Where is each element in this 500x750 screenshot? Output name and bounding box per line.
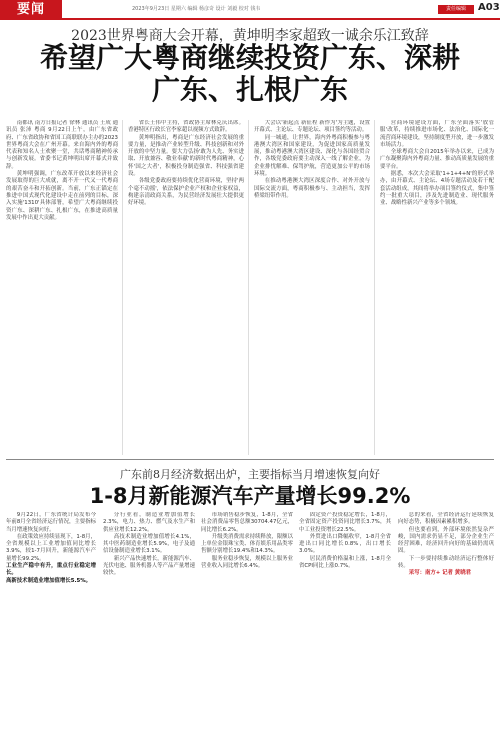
paragraph: 据悉，本次大会采取'1+1+4+N'的形式举办，由开幕式、主论坛、4场专题活动及若干配套活动组成，其间将举办项目签约仪式，集中签约一批重大项目，涉及先进制造业、现代服务业、战略性新兴产业等多个领域。 bbox=[380, 171, 494, 207]
second-column-1 bbox=[6, 512, 96, 747]
paragraph: 在政策效应持续显现下，1-8月，全省规模以上工业增加值同比增长3.9%，较1-7月回升，新能源汽车产量增长99.2%。 bbox=[6, 533, 96, 562]
reporter-credit: 采写：南方+ 记者 黄晓君 bbox=[408, 570, 471, 577]
page-number: A03 bbox=[478, 2, 500, 13]
editor-badge: 责任编辑 bbox=[438, 5, 474, 14]
lead-column-1 bbox=[6, 120, 118, 455]
paragraph: 居民消费价格温和上涨，1-8月全省CPI同比上涨0.7%。 bbox=[299, 555, 391, 570]
paragraph: 南都讯 南方日报记者 徐林 通讯员 王成 通讯员 张沛 粤商 9月22日上午，由广东省政府、广东省政协和省国工商联联办主办的2023世界粤商大会在广州开幕。来自海内外的粤商代表和知名人士欢聚一堂，共话粤商精神传承与创新发展。省委书记黄坤明出席开幕式并致辞。 bbox=[6, 120, 118, 170]
paragraph: 大会以'新起点 新征程 新作为'为主题，设置开幕式、主论坛、专题论坛、项目签约等活动。 bbox=[254, 120, 370, 134]
paragraph: 固定资产投资稳定增长，1-8月，全省固定资产投资同比增长3.7%，其中工业投资增长22.5%。 bbox=[299, 512, 391, 533]
column-rule bbox=[122, 120, 123, 455]
paragraph: 服务业稳步恢复，规模以上服务业营业收入同比增长6.4%。 bbox=[201, 555, 293, 570]
paragraph: 总的来看，全省经济运行延续恢复向好态势，积极因素累积增多。 bbox=[398, 512, 494, 526]
paragraph: 各级党委政府要持续优化营商环境，坚持'两个毫不动摇'，依法保护企业产权和企业家权益，构建亲清政商关系，为民营经济发展壮大提供更好环境。 bbox=[128, 178, 244, 207]
paragraph: 在推动粤港澳大湾区深度合作、对外开放与国际交流方面，粤商积极参与、主动担当，发挥桥梁纽带作用。 bbox=[254, 178, 370, 199]
paragraph: 但也要看到，外部环境依然复杂严峻，国内需求仍显不足，部分企业生产经营困难，经济回升向好的基础仍需巩固。 bbox=[398, 526, 494, 555]
subheading: 高新技术制造业增加值增长5.5%。 bbox=[6, 577, 92, 584]
subheading: 工业生产稳中有升，重点行业稳定增长。 bbox=[6, 563, 96, 577]
second-kicker: 广东前8月经济数据出炉，主要指标当月增速恢复向好 bbox=[120, 468, 380, 481]
paragraph: 全球粤商大会自2015年举办以来，已成为广东凝聚海内外粤商力量、推动高质量发展的重要平台。 bbox=[380, 149, 494, 170]
paragraph: 营商环境建设方面，广东全面落实'放管服'改革，持续推进市场化、法治化、国际化一流营商环境建设，坚持制度型开放，进一步激发市场活力。 bbox=[380, 120, 494, 148]
second-headline: 1-8月新能源汽车产量增长99.2% bbox=[89, 484, 411, 508]
paragraph: 黄坤明指出，粤商是广东经济社会发展的重要力量，是推动产业转型升级、科技创新和对外开放的中坚力量。要大力弘扬'敢为人先、务实进取、开放兼容、敬业奉献'的新时代粤商精神，心怀'国之大者'，积极投身制造强省、科技强省建设。 bbox=[128, 134, 244, 178]
lead-column-2 bbox=[128, 120, 244, 455]
second-column-4 bbox=[299, 512, 391, 747]
paragraph: 新兴产品快速增长，新能源汽车、光伏电池、服务机器人等产品产量增速较快。 bbox=[103, 555, 195, 577]
lead-kicker: 2023世界粤商大会开幕，黄坤明李家超致一诚余乐江致辞 bbox=[71, 28, 429, 44]
paragraph: 外贸进出口降幅收窄，1-8月全省进出口同比增长0.8%，出口增长3.0%。 bbox=[299, 533, 391, 555]
lead-column-3 bbox=[254, 120, 370, 455]
paragraph: 黄坤明强调，广东改革开放以来经济社会发展取得的巨大成就，离不开一代又一代粤商的艰苦奋斗和开拓创新。当前，广东正锚定在推进中国式现代化建设中走在前列的目标，深入实施'1310'具体部署，希望广大粤商继续投资广东、深耕广东、扎根广东，在推进高质量发展中作出更大贡献。 bbox=[6, 171, 118, 221]
paragraph: 升级类消费需求持续释放，限额以上单位金银珠宝类、体育娱乐用品类零售额分别增长19.4%和14.3%。 bbox=[201, 533, 293, 555]
lead-column-4 bbox=[380, 120, 494, 455]
paragraph: 高技术制造业增加值增长4.1%，其中医药制造业增长5.9%，电子及通信设备制造业增长3.1%。 bbox=[103, 533, 195, 555]
second-column-5 bbox=[398, 512, 494, 747]
section-tag: 要闻 bbox=[0, 0, 62, 20]
column-rule bbox=[248, 120, 249, 455]
second-column-3 bbox=[201, 512, 293, 747]
masthead bbox=[0, 0, 500, 20]
issue-meta: 2023年9月23日 星期六 编辑 杨彦奇 设计 刘毅 校对 钱韦 bbox=[132, 6, 261, 12]
paragraph: 分行业看，制造业增加值增长2.3%，电力、热力、燃气及水生产和供应业增长12.2%。 bbox=[103, 512, 195, 533]
paragraph: 9月22日，广东省统计局发布今年前8月全省经济运行情况，主要指标当月增速恢复向好。 bbox=[6, 512, 96, 533]
paragraph: 下一步要持续推动经济运行整体好转。 bbox=[398, 555, 494, 570]
lead-headline: 希望广大粤商继续投资广东、深耕广东、扎根广东 bbox=[40, 41, 461, 106]
story-divider bbox=[6, 459, 494, 460]
paragraph: 市场销售稳步恢复，1-8月，全省社会消费品零售总额30704.47亿元，同比增长6.2%。 bbox=[201, 512, 293, 533]
column-rule bbox=[374, 120, 375, 455]
second-column-2 bbox=[103, 512, 195, 747]
paragraph: 省长王伟中主持，省政协主席林克庆出席。香港特区行政长官李家超以视频方式致辞。 bbox=[128, 120, 244, 134]
paragraph: 同一城通，让世界，海内外粤商积极参与粤港澳大湾区和国家建设，为促进国家高质量发展，推动粤港澳大湾区建设、深化与各国经贸合作，各级党委政府要主动深入一线了解企业，为企业排忧解难、保驾护航，营造更加公平的市场环境。 bbox=[254, 134, 370, 178]
